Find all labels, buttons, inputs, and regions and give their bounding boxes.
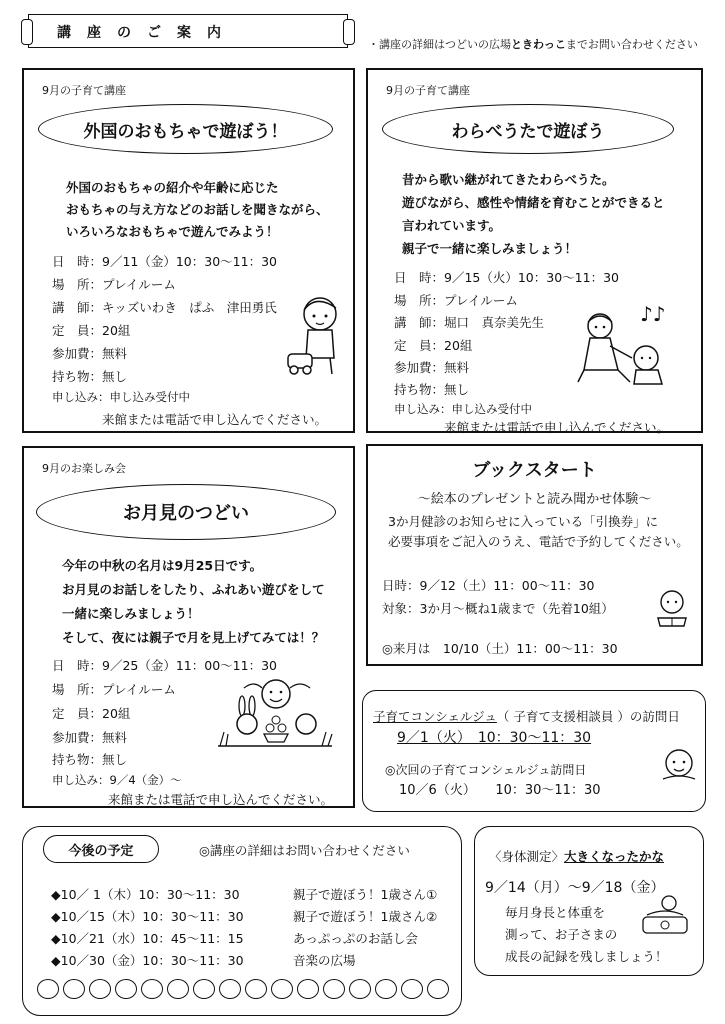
child-face-icon <box>63 979 85 999</box>
desc-line: 今年の中秋の名月は9月25日です。 <box>62 558 263 573</box>
bookstart-target: 対象：3か月～概ね1歳まで（先着10組） <box>382 601 614 616</box>
box-label: 9月の子育て講座 <box>386 84 470 97</box>
desc-line: いろいろなおもちゃで遊んでみよう！ <box>66 224 279 239</box>
detail-line: 定 員：20組 <box>52 706 131 721</box>
measure-tag: 〈身体測定〉 <box>489 849 565 864</box>
header-note <box>368 36 698 52</box>
schedule-event: 音楽の広場 <box>293 953 356 968</box>
baby-face-illustration <box>659 743 699 783</box>
child-face-icon <box>401 979 423 999</box>
course-title-oval <box>382 104 674 154</box>
child-face-icon <box>427 979 449 999</box>
bookstart-subtitle: ～絵本のプレゼントと読み聞かせ体験～ <box>417 492 652 507</box>
detail-line: 申し込み：申し込み受付中 <box>394 402 532 416</box>
detail-line: 日 時：9／25（金）11：00～11：30 <box>52 658 277 673</box>
desc-line: そして、夜には親子で月を見上げてみては！？ <box>62 630 325 645</box>
schedule-title-pill <box>43 835 159 863</box>
concierge-title-underlined: 子育てコンシェルジュ <box>373 709 497 724</box>
child-with-toy-car-illustration <box>286 292 346 382</box>
apply-note: 来館または電話で申し込んでください。 <box>108 792 334 807</box>
page-title: 講 座 の ご 案 内 <box>57 25 222 41</box>
detail-line: 持ち物：無し <box>52 752 128 767</box>
header-note-post: までお問い合わせください <box>565 38 698 51</box>
detail-line: 持ち物：無し <box>394 382 470 397</box>
bookstart-date: 日時：9／12（土）11：00～11：30 <box>382 578 595 593</box>
detail-line: 場 所：プレイルーム <box>52 682 176 697</box>
child-face-icon <box>167 979 189 999</box>
detail-line: 持ち物：無し <box>52 369 128 384</box>
detail-line: 講 師：キッズいわき ぱふ 津田勇氏 <box>52 300 277 315</box>
desc-line: おもちゃの与え方などのお話しを聞きながら、 <box>66 202 329 217</box>
header-note-pre: ・講座の詳細はつどいの広場 <box>368 38 511 51</box>
desc-line: 必要事項をご記入のうえ、電話で予約してください。 <box>388 534 689 549</box>
moon-viewing-illustration <box>214 676 336 758</box>
desc-line: 成長の記録を残しましょう！ <box>505 949 668 964</box>
detail-line: 定 員：20組 <box>52 323 131 338</box>
children-faces-border <box>37 977 447 1003</box>
bookstart-title: ブックスタート <box>472 460 597 481</box>
concierge-next-label: ◎次回の子育てコンシェルジュ訪問日 <box>385 763 587 777</box>
desc-line: 言われています。 <box>402 218 502 233</box>
music-notes-icon: ♪♪ <box>640 302 666 326</box>
detail-line: 参加費：無料 <box>52 730 128 745</box>
child-face-icon <box>141 979 163 999</box>
detail-line: 申し込み：9／4（金）～ <box>52 773 182 787</box>
desc-line: お月見のお話しをしたり、ふれあい遊びをして <box>62 582 325 597</box>
detail-line: 日 時：9／11（金）10：30～11：30 <box>52 254 277 269</box>
desc-line: 一緒に楽しみましょう！ <box>62 606 200 621</box>
course-box-foreign-toys <box>22 68 355 433</box>
child-face-icon <box>297 979 319 999</box>
schedule-date: ◆10／15（木）10：30～11：30 <box>51 909 244 924</box>
child-face-icon <box>271 979 293 999</box>
bookstart-next: ◎来月は 10/10（土）11：00～11：30 <box>382 641 618 656</box>
child-face-icon <box>375 979 397 999</box>
detail-line: 日 時：9／15（火）10：30～11：30 <box>394 270 619 285</box>
measure-heading <box>489 847 664 865</box>
schedule-event: 親子で遊ぼう！1歳さん② <box>293 909 438 924</box>
desc-line: 親子で一緒に楽しみましょう！ <box>402 241 578 256</box>
detail-line: 参加費：無料 <box>52 346 128 361</box>
event-title: お月見のつどい <box>123 503 249 524</box>
child-face-icon <box>115 979 137 999</box>
schedule-note: ◎講座の詳細はお問い合わせください <box>199 843 410 858</box>
desc-line: 外国のおもちゃの紹介や年齢に応じた <box>66 180 279 195</box>
body-measurement-box <box>474 826 704 976</box>
concierge-box <box>362 690 706 812</box>
child-face-icon <box>193 979 215 999</box>
detail-line: 定 員：20組 <box>394 338 473 353</box>
detail-line: 場 所：プレイルーム <box>52 277 176 292</box>
measure-date: 9／14（月）～9／18（金） <box>485 880 665 896</box>
bookstart-box <box>366 444 703 666</box>
desc-line: 測って、お子さまの <box>505 927 618 942</box>
child-face-icon <box>37 979 59 999</box>
header-banner <box>28 14 348 48</box>
desc-line: 昔から歌い継がれてきたわらべうた。 <box>402 172 615 187</box>
concierge-title <box>373 707 680 725</box>
header-note-bold: ときわっこ <box>511 38 566 51</box>
desc-line: 3か月健診のお知らせに入っている「引換券」に <box>388 514 659 529</box>
schedule-title: 今後の予定 <box>68 843 134 859</box>
detail-line: 申し込み：申し込み受付中 <box>52 390 190 404</box>
course-title: 外国のおもちゃで遊ぼう！ <box>83 121 288 142</box>
concierge-title-rest: （ 子育て支援相談員 ）の訪問日 <box>496 709 680 724</box>
course-title: わらべうたで遊ぼう <box>451 121 605 142</box>
schedule-date: ◆10／21（水）10：45～11：15 <box>51 931 244 946</box>
schedule-event: あっぷっぷのお話し会 <box>293 931 418 946</box>
concierge-next-date: 10／6（火） 10：30～11：30 <box>399 783 601 798</box>
child-face-icon <box>323 979 345 999</box>
course-title-oval <box>38 104 333 154</box>
schedule-date: ◆10／ 1（木）10：30～11：30 <box>51 887 240 902</box>
child-face-icon <box>245 979 267 999</box>
detail-line: 場 所：プレイルーム <box>394 293 518 308</box>
schedule-date: ◆10／30（金）10：30～11：30 <box>51 953 244 968</box>
measure-title: 大きくなったかな <box>564 849 665 864</box>
course-box-warabeuta <box>366 68 703 433</box>
desc-line: 遊びながら、感性や情緒を育むことができると <box>402 195 665 210</box>
event-title-oval <box>36 484 336 540</box>
desc-line: 毎月身長と体重を <box>505 905 606 920</box>
detail-line: 講 師：堀口 真奈美先生 <box>394 315 545 330</box>
schedule-box <box>22 826 462 1016</box>
child-face-icon <box>349 979 371 999</box>
box-label: 9月の子育て講座 <box>42 84 126 97</box>
baby-on-scale-illustration <box>637 893 693 939</box>
baby-reading-illustration <box>652 588 692 628</box>
mother-and-baby-illustration <box>574 310 670 390</box>
apply-note: 来館または電話で申し込んでください。 <box>102 412 328 427</box>
detail-line: 参加費：無料 <box>394 360 470 375</box>
concierge-date: 9／1（火） 10：30～11：30 <box>397 730 592 746</box>
apply-note: 来館または電話で申し込んでください。 <box>444 420 670 435</box>
schedule-event: 親子で遊ぼう！1歳さん① <box>293 887 438 902</box>
box-label: 9月のお楽しみ会 <box>42 462 126 475</box>
event-box-moon-viewing <box>22 446 355 808</box>
child-face-icon <box>89 979 111 999</box>
child-face-icon <box>219 979 241 999</box>
